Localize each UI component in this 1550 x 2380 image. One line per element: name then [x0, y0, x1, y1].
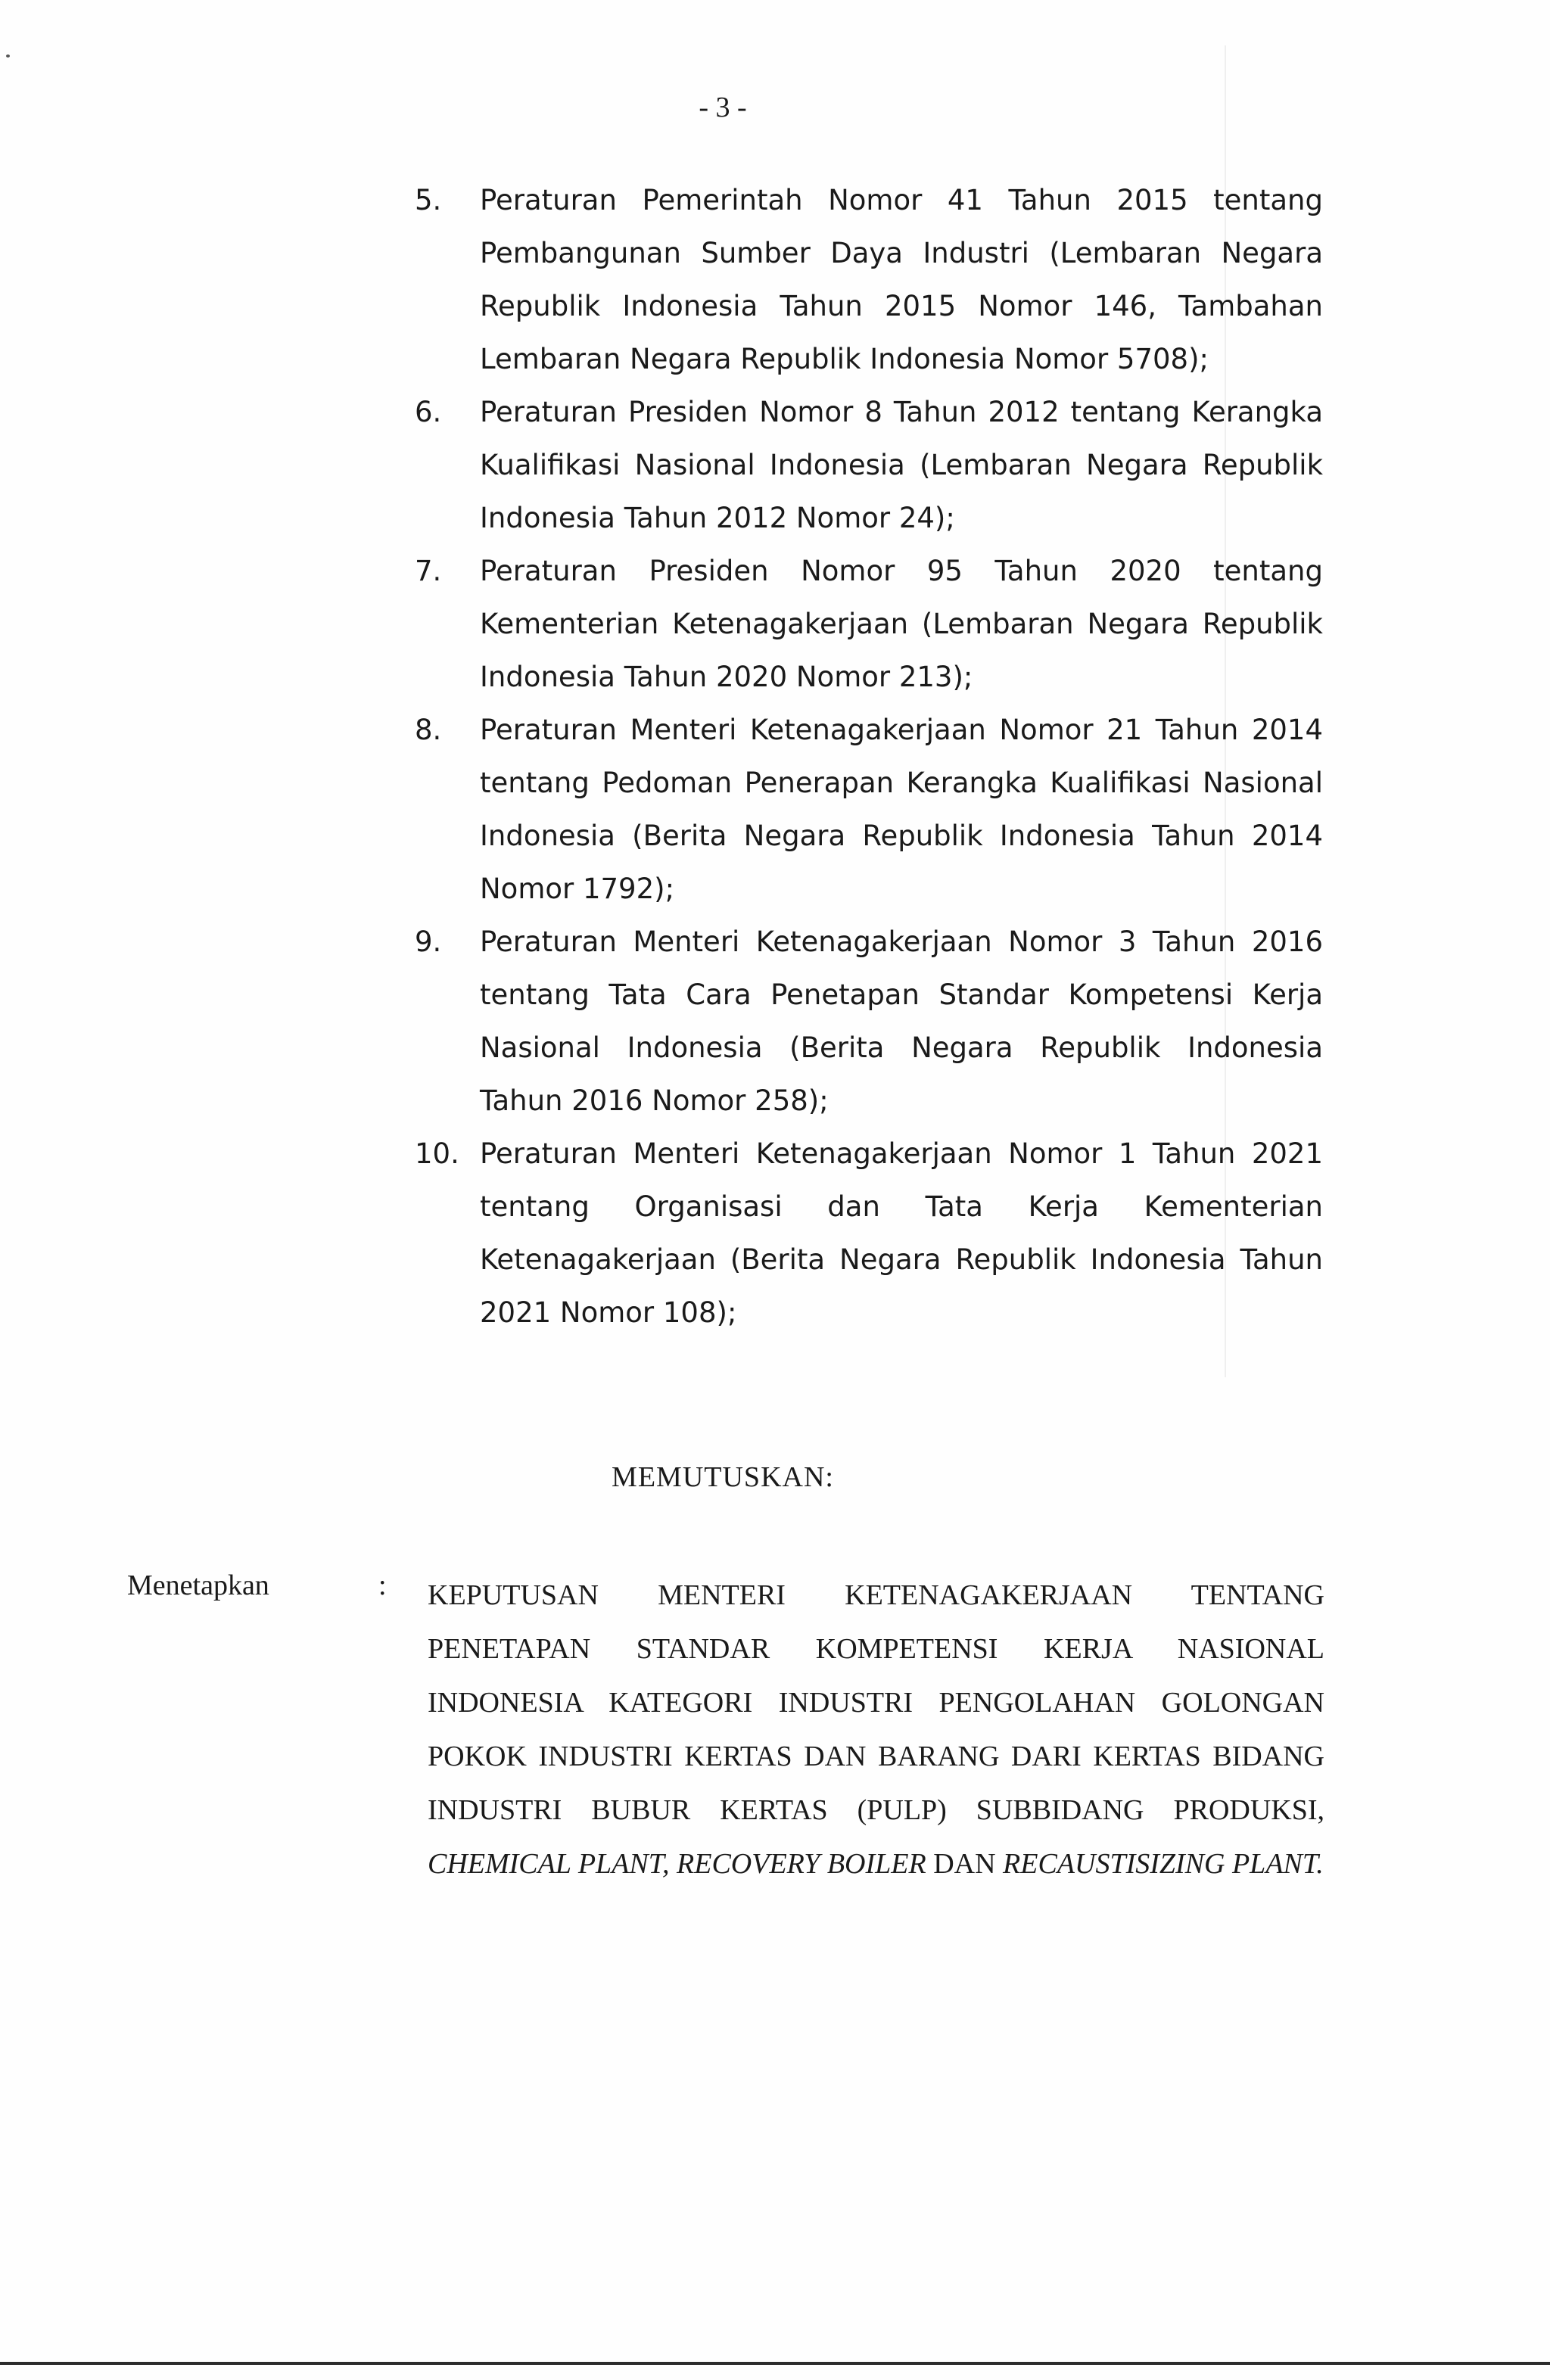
list-item-number: 8.: [415, 714, 442, 746]
list-item: [415, 916, 1323, 1128]
list-item-text: Peraturan Pemerintah Nomor 41 Tahun 2015 tentang Pembangunan Sumber Daya Industri (Lembaran Negara Republik Indonesia Tahun 2015 Nomor 146, Tambahan Lembaran Negara Republik Indonesia Nomor 5708);: [480, 184, 1323, 375]
menetapkan-colon: :: [378, 1570, 387, 1601]
menetapkan-label: Menetapkan: [127, 1570, 269, 1601]
legal-basis-list: [415, 174, 1323, 1339]
list-item-text: Peraturan Menteri Ketenagakerjaan Nomor 21 Tahun 2014 tentang Pedoman Penerapan Kerangka Kualifikasi Nasional Indonesia (Berita Negara Republik Indonesia Tahun 2014 Nomor 1792);: [480, 714, 1323, 905]
scan-bottom-edge: [0, 2362, 1550, 2365]
list-item: [415, 704, 1323, 916]
list-item: [415, 1128, 1323, 1339]
list-item-text: Peraturan Menteri Ketenagakerjaan Nomor 1 Tahun 2021 tentang Organisasi dan Tata Kerja Kementerian Ketenagakerjaan (Berita Negara Republik Indonesia Tahun 2021 Nomor 108);: [480, 1137, 1323, 1329]
list-item-number: 10.: [415, 1137, 459, 1170]
decision-heading: MEMUTUSKAN:: [612, 1461, 834, 1493]
list-item-number: 6.: [415, 396, 442, 428]
list-item-number: 7.: [415, 555, 442, 587]
list-item: [415, 174, 1323, 386]
decision-text: [428, 1569, 1324, 1891]
scan-speck: [6, 54, 10, 58]
decision-italic-recaustisizing-plant: RECAUSTISIZING PLANT.: [1003, 1848, 1324, 1880]
list-item: [415, 545, 1323, 704]
list-item-number: 5.: [415, 184, 442, 216]
list-item-number: 9.: [415, 926, 442, 958]
decision-italic-recovery-boiler: RECOVERY BOILER: [677, 1848, 926, 1880]
decision-italic-chemical-plant: CHEMICAL PLANT,: [428, 1848, 670, 1880]
list-item-text: Peraturan Presiden Nomor 95 Tahun 2020 tentang Kementerian Ketenagakerjaan (Lembaran Negara Republik Indonesia Tahun 2020 Nomor 213);: [480, 555, 1323, 693]
list-item: [415, 386, 1323, 545]
list-item-text: Peraturan Presiden Nomor 8 Tahun 2012 tentang Kerangka Kualifikasi Nasional Indonesia (Lembaran Negara Republik Indonesia Tahun 2012 Nomor 24);: [480, 396, 1323, 534]
list-item-text: Peraturan Menteri Ketenagakerjaan Nomor 3 Tahun 2016 tentang Tata Cara Penetapan Standar Kompetensi Kerja Nasional Indonesia (Berita Negara Republik Indonesia Tahun 2016 Nomor 258);: [480, 926, 1323, 1117]
decision-connector: DAN: [933, 1848, 996, 1880]
decision-main-text: KEPUTUSAN MENTERI KETENAGAKERJAAN TENTANG PENETAPAN STANDAR KOMPETENSI KERJA NASIONAL INDONESIA KATEGORI INDUSTRI PENGOLAHAN GOLONGAN POKOK INDUSTRI KERTAS DAN BARANG DARI KERTAS BIDANG INDUSTRI BUBUR KERTAS (PULP) SUBBIDANG PRODUKSI,: [428, 1579, 1324, 1826]
page-number: - 3 -: [699, 92, 747, 123]
